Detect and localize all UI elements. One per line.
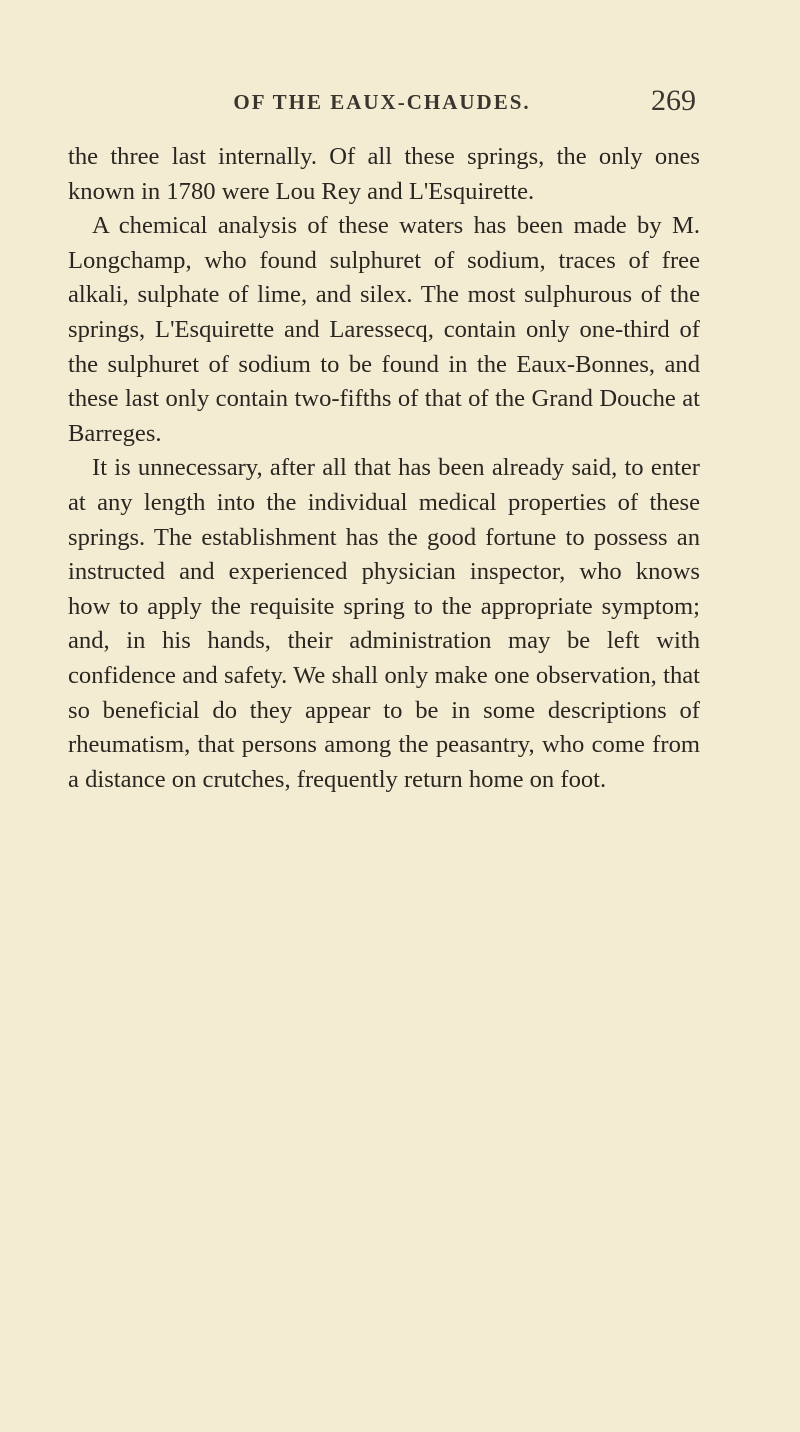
paragraph-3: It is unnecessary, after all that has been already said, to enter at any length into the individual medical properties of these springs. The establishment has the good fortune to possess an instructed and experienced physician inspector, who knows how to apply the requisite spring to the appropriate symptom; and, in his hands, their administration may be left with confidence and safety. We shall only make one observation, that so beneficial do they appear to be in some descriptions of rheumatism, that persons among the peasantry, who come from a distance on crutches, frequently return home on foot. <box>68 454 700 793</box>
paragraph-1: the three last internally. Of all these springs, the only ones known in 1780 were Lou Rey and L'Esquirette. <box>68 143 700 205</box>
running-title: OF THE EAUX-CHAUDES. <box>233 90 531 114</box>
running-head <box>68 84 696 120</box>
body-text <box>68 140 700 797</box>
paragraph-2: A chemical analysis of these waters has been made by M. Longchamp, who found sulphuret of sodium, traces of free alkali, sulphate of lime, and silex. The most sulphurous of the springs, L'Esquirette and Laressecq, contain only one-third of the sulphuret of sodium to be found in the Eaux-Bonnes, and these last only contain two-fifths of that of the Grand Douche at Barreges. <box>68 212 700 447</box>
page-number: 269 <box>651 84 696 117</box>
